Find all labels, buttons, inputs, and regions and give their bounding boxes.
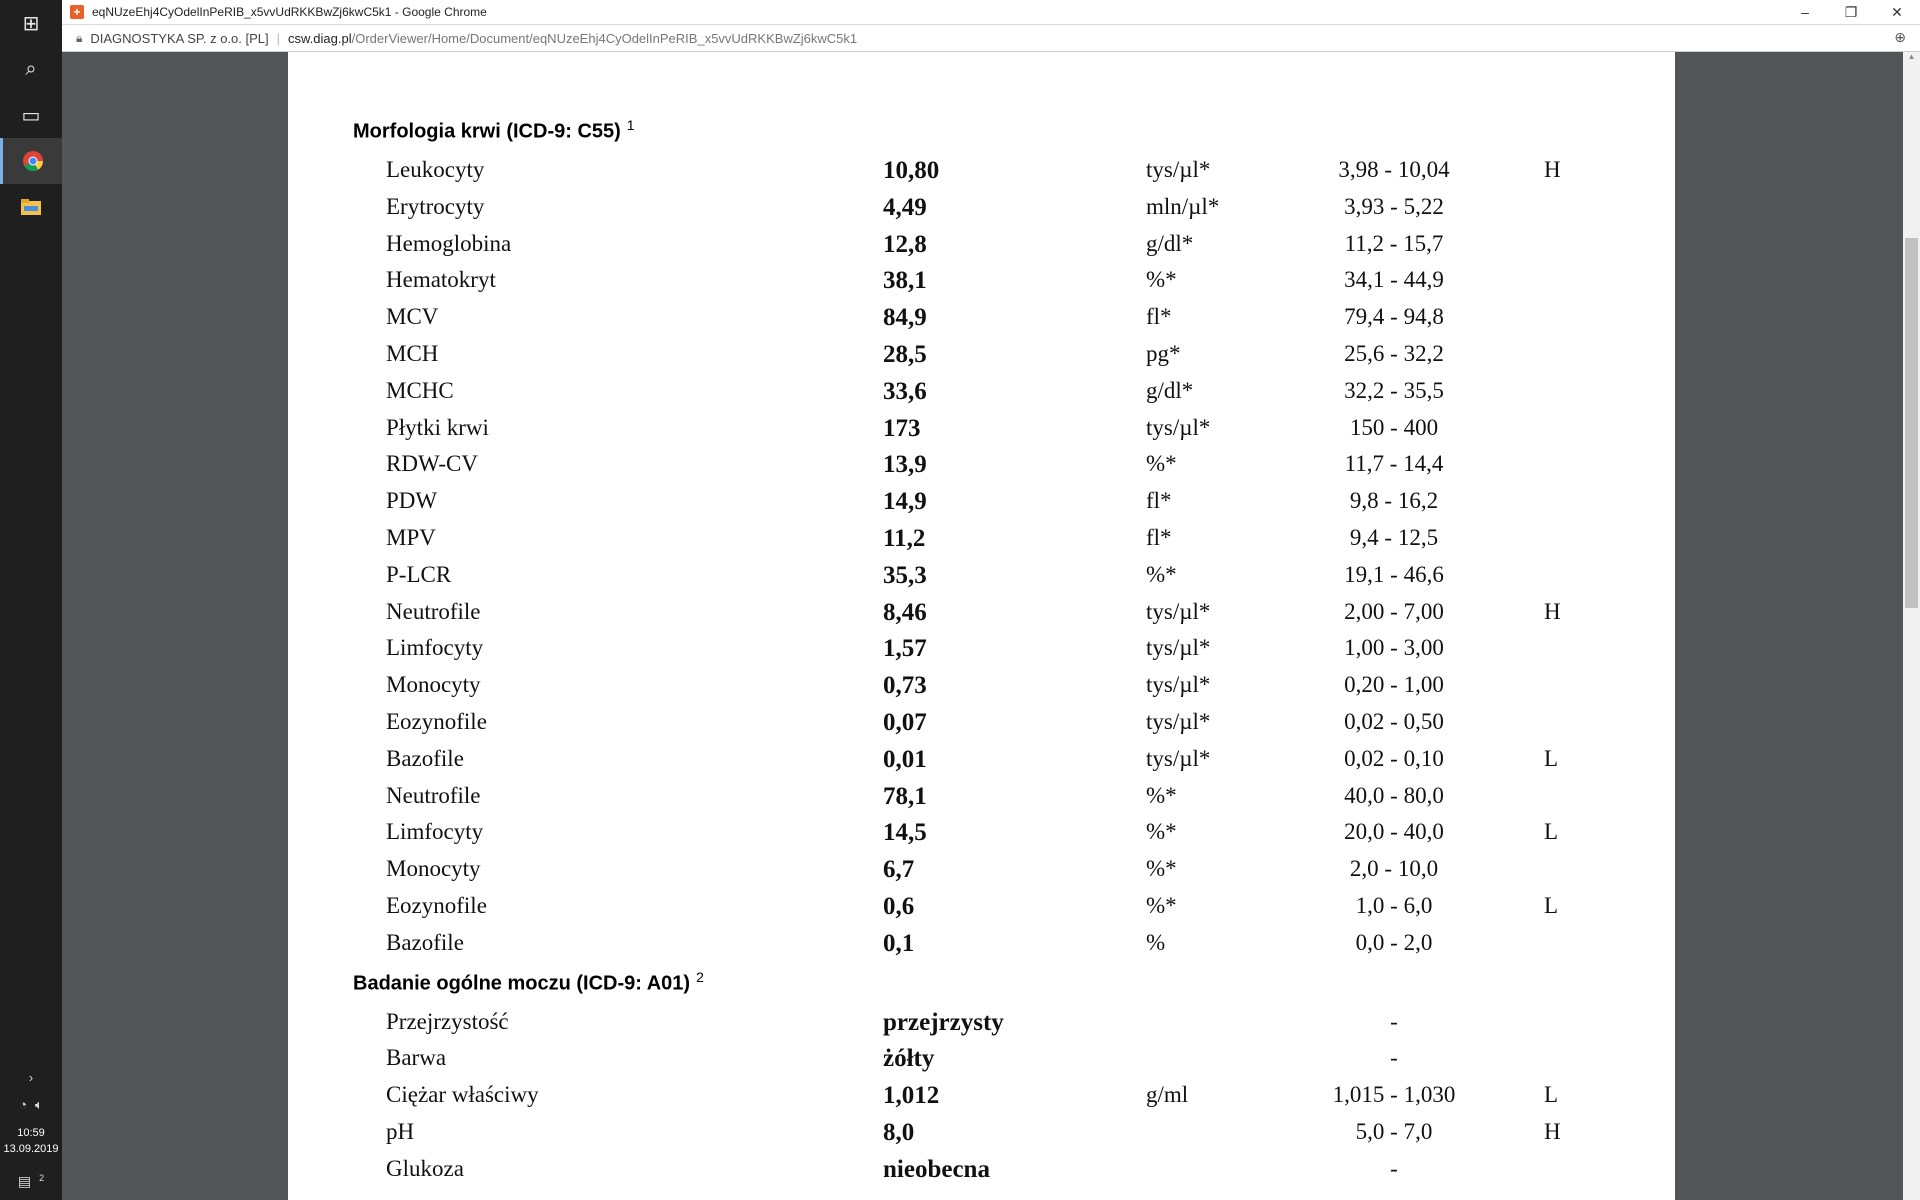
test-value: nieobecna <box>883 1155 990 1183</box>
test-value: 8,0 <box>883 1119 915 1146</box>
test-name: MCH <box>386 341 439 366</box>
test-name: pH <box>386 1119 415 1144</box>
result-flag: H <box>1544 157 1561 182</box>
test-value: 0,73 <box>883 672 927 700</box>
result-flag: L <box>1544 745 1559 771</box>
window-title: eqNUzeEhj4CyOdelInPeRIB_x5vvUdRKKBwZj6kwC5k1 - Google Chrome <box>92 5 487 19</box>
section-title-text: Badanie ogólne moczu (ICD-9: A01) <box>353 972 691 995</box>
test-unit: mln/µl* <box>1146 193 1220 219</box>
result-row <box>288 746 1675 782</box>
reference-range: 5,0 - 7,0 <box>1355 1119 1433 1144</box>
test-unit: %* <box>1146 856 1177 882</box>
address-separator: | <box>276 30 281 46</box>
test-value: 10,80 <box>883 157 940 184</box>
result-flag: H <box>1544 1119 1561 1144</box>
test-name: Limfocyty <box>386 819 484 845</box>
site-identity[interactable]: DIAGNOSTYKA SP. z o.o. [PL] <box>90 30 269 46</box>
test-unit: %* <box>1146 451 1177 477</box>
test-value: 28,5 <box>883 341 927 368</box>
test-name: Barwa <box>386 1045 447 1071</box>
test-unit: fl* <box>1146 304 1172 330</box>
test-unit: tys/µl* <box>1146 157 1211 182</box>
result-row <box>288 378 1675 414</box>
test-unit: fl* <box>1146 488 1172 514</box>
test-name: RDW-CV <box>386 451 478 477</box>
section-ref: 1 <box>626 117 635 133</box>
task-view-icon[interactable]: ▭ <box>21 104 41 127</box>
reference-range: 11,7 - 14,4 <box>1344 451 1444 477</box>
test-unit: g/dl* <box>1146 377 1194 403</box>
result-row <box>288 267 1675 303</box>
test-unit: pg* <box>1146 341 1181 366</box>
test-unit: g/ml <box>1146 1082 1189 1108</box>
file-explorer-icon[interactable] <box>0 184 62 230</box>
result-row <box>288 525 1675 561</box>
result-row <box>288 1156 1675 1192</box>
reference-range: - <box>1390 1045 1398 1071</box>
minimize-button[interactable]: – <box>1801 4 1809 20</box>
reference-range: 11,2 - 15,7 <box>1344 230 1444 256</box>
reference-range: - <box>1390 1008 1398 1034</box>
result-row <box>288 672 1675 708</box>
reference-range: 150 - 400 <box>1349 414 1439 440</box>
result-row <box>288 451 1675 487</box>
test-name: Monocyty <box>386 856 481 882</box>
test-unit: tys/µl* <box>1146 745 1211 771</box>
test-unit: tys/µl* <box>1146 672 1211 698</box>
test-value: żółty <box>883 1045 935 1073</box>
test-value: 1,57 <box>883 635 927 663</box>
reference-range: 2,00 - 7,00 <box>1344 598 1444 624</box>
test-unit: %* <box>1146 893 1177 918</box>
test-unit: % <box>1146 929 1166 955</box>
result-row <box>288 930 1675 966</box>
test-name: Hematokryt <box>386 267 496 293</box>
result-row <box>288 709 1675 745</box>
test-name: MCHC <box>386 377 454 403</box>
result-row <box>288 1009 1675 1045</box>
test-unit: %* <box>1146 819 1177 845</box>
test-name: Bazofile <box>386 745 464 771</box>
result-row <box>288 194 1675 230</box>
test-name: Leukocyty <box>386 157 485 182</box>
result-row <box>288 231 1675 267</box>
reference-range: 19,1 - 46,6 <box>1344 561 1444 587</box>
clock-date: 13.09.2019 <box>3 1143 59 1155</box>
test-value: 14,5 <box>883 819 927 847</box>
test-name: Neutrofile <box>386 782 481 808</box>
vertical-scrollbar[interactable] <box>1903 52 1920 1200</box>
result-row <box>288 157 1675 193</box>
result-flag: L <box>1544 893 1559 918</box>
test-unit: tys/µl* <box>1146 414 1211 440</box>
test-unit: tys/µl* <box>1146 598 1211 624</box>
section-title-text: Morfologia krwi (ICD-9: C55) <box>353 120 621 143</box>
reference-range: 0,20 - 1,00 <box>1344 672 1444 698</box>
test-name: MCV <box>386 304 439 330</box>
reference-range: 3,98 - 10,04 <box>1338 157 1450 182</box>
test-name: Ciężar właściwy <box>386 1082 539 1108</box>
reference-range: 34,1 - 44,9 <box>1344 267 1444 293</box>
test-value: 6,7 <box>883 856 915 884</box>
section-ref: 2 <box>696 968 704 985</box>
reference-range: 9,8 - 16,2 <box>1349 488 1439 514</box>
reference-range: 32,2 - 35,5 <box>1344 377 1444 403</box>
test-unit: %* <box>1146 782 1177 808</box>
scrollbar-thumb[interactable] <box>1905 238 1918 608</box>
reference-range: 9,4 - 12,5 <box>1349 525 1439 550</box>
reference-range: 40,0 - 80,0 <box>1344 782 1444 808</box>
test-name: Płytki krwi <box>386 414 489 440</box>
windows-start-icon[interactable]: ⊞ <box>22 12 40 35</box>
chrome-taskbar-icon[interactable] <box>0 138 62 184</box>
result-row <box>288 783 1675 819</box>
reference-range: - <box>1390 1155 1398 1181</box>
test-unit: %* <box>1146 561 1177 587</box>
result-row <box>288 415 1675 451</box>
test-value: przejrzysty <box>883 1008 1004 1036</box>
lock-icon[interactable]: 🔒︎ <box>76 30 83 45</box>
test-value: 33,6 <box>883 377 927 405</box>
test-value: 38,1 <box>883 267 927 295</box>
action-center-icon[interactable]: ▤ 2 <box>17 1173 45 1189</box>
test-name: P-LCR <box>386 561 452 587</box>
test-value: 0,6 <box>883 893 915 920</box>
result-row <box>288 1082 1675 1118</box>
result-row <box>288 304 1675 340</box>
result-row <box>288 341 1675 377</box>
test-name: Eozynofile <box>386 893 487 918</box>
chrome-title-bar <box>62 0 1920 25</box>
restore-button[interactable]: ❐ <box>1844 3 1858 20</box>
result-row <box>288 635 1675 671</box>
reference-range: 20,0 - 40,0 <box>1344 819 1444 845</box>
test-value: 1,012 <box>883 1082 940 1110</box>
close-button[interactable]: ✕ <box>1891 3 1903 20</box>
result-row <box>288 893 1675 929</box>
document-page <box>288 52 1675 1200</box>
test-value: 84,9 <box>883 304 927 332</box>
windows-taskbar <box>0 0 62 1200</box>
reference-range: 1,00 - 3,00 <box>1344 635 1444 661</box>
reference-range: 3,93 - 5,22 <box>1344 193 1444 219</box>
url-host[interactable]: csw.diag.pl <box>288 30 352 46</box>
reference-range: 25,6 - 32,2 <box>1344 341 1444 366</box>
test-value: 0,1 <box>883 929 915 957</box>
section-title <box>353 969 704 996</box>
result-row <box>288 562 1675 598</box>
notifications-count: 2 <box>39 1173 45 1183</box>
folder-icon <box>21 199 41 215</box>
section-title <box>353 117 635 144</box>
test-name: Limfocyty <box>386 635 484 661</box>
clock-time: 10:59 <box>17 1127 45 1139</box>
url-path[interactable]: /OrderViewer/Home/Document/eqNUzeEhj4CyOdelInPeRIB_x5vvUdRKKBwZj6kwC5k1 <box>351 30 858 46</box>
expand-tray-icon[interactable]: › <box>28 1070 34 1085</box>
test-value: 0,07 <box>883 709 927 736</box>
reference-range: 0,02 - 0,10 <box>1344 745 1444 771</box>
zoom-icon[interactable]: ⊕ <box>1894 29 1906 45</box>
test-name: PDW <box>386 488 438 514</box>
test-value: 0,01 <box>883 745 927 773</box>
address-bar[interactable] <box>62 25 1920 52</box>
search-icon[interactable]: ⌕ <box>25 57 37 80</box>
network-icon[interactable]: ◔ <box>19 1097 28 1112</box>
result-row <box>288 856 1675 892</box>
test-unit: tys/µl* <box>1146 709 1211 734</box>
test-unit: %* <box>1146 267 1177 293</box>
test-name: Przejrzystość <box>386 1008 509 1034</box>
test-unit: g/dl* <box>1146 230 1194 256</box>
test-value: 4,49 <box>883 193 927 221</box>
result-row <box>288 488 1675 524</box>
test-unit: tys/µl* <box>1146 635 1211 661</box>
test-value: 12,8 <box>883 230 927 258</box>
test-name: Glukoza <box>386 1155 464 1181</box>
favicon-icon: + <box>70 5 84 19</box>
result-row <box>288 1119 1675 1155</box>
test-value: 78,1 <box>883 782 927 810</box>
test-value: 173 <box>883 414 921 442</box>
reference-range: 2,0 - 10,0 <box>1349 856 1439 882</box>
result-row <box>288 1045 1675 1081</box>
test-name: MPV <box>386 525 436 550</box>
result-flag: L <box>1544 819 1559 845</box>
test-name: Monocyty <box>386 672 481 698</box>
reference-range: 0,0 - 2,0 <box>1355 929 1433 955</box>
result-flag: H <box>1544 598 1561 624</box>
test-value: 13,9 <box>883 451 927 479</box>
reference-range: 1,015 - 1,030 <box>1332 1082 1456 1108</box>
result-row <box>288 599 1675 635</box>
reference-range: 79,4 - 94,8 <box>1344 304 1444 330</box>
test-value: 8,46 <box>883 598 927 626</box>
result-row <box>288 819 1675 855</box>
test-value: 35,3 <box>883 561 927 589</box>
window-controls <box>1782 0 1920 24</box>
test-name: Hemoglobina <box>386 230 512 256</box>
test-name: Bazofile <box>386 929 464 955</box>
taskbar-tray <box>0 1064 62 1200</box>
test-name: Neutrofile <box>386 598 481 624</box>
volume-icon[interactable]: 🔈︎ <box>35 1097 43 1112</box>
reference-range: 0,02 - 0,50 <box>1344 709 1444 734</box>
test-value: 14,9 <box>883 488 927 516</box>
test-name: Erytrocyty <box>386 193 485 219</box>
test-name: Eozynofile <box>386 709 487 734</box>
chrome-logo-icon <box>22 150 44 172</box>
test-value: 11,2 <box>883 525 926 552</box>
taskbar-clock[interactable] <box>0 1119 62 1167</box>
scroll-up-arrow-icon[interactable]: ▲ <box>1907 52 1916 61</box>
test-unit: fl* <box>1146 525 1172 550</box>
reference-range: 1,0 - 6,0 <box>1355 893 1433 918</box>
result-flag: L <box>1544 1082 1559 1108</box>
